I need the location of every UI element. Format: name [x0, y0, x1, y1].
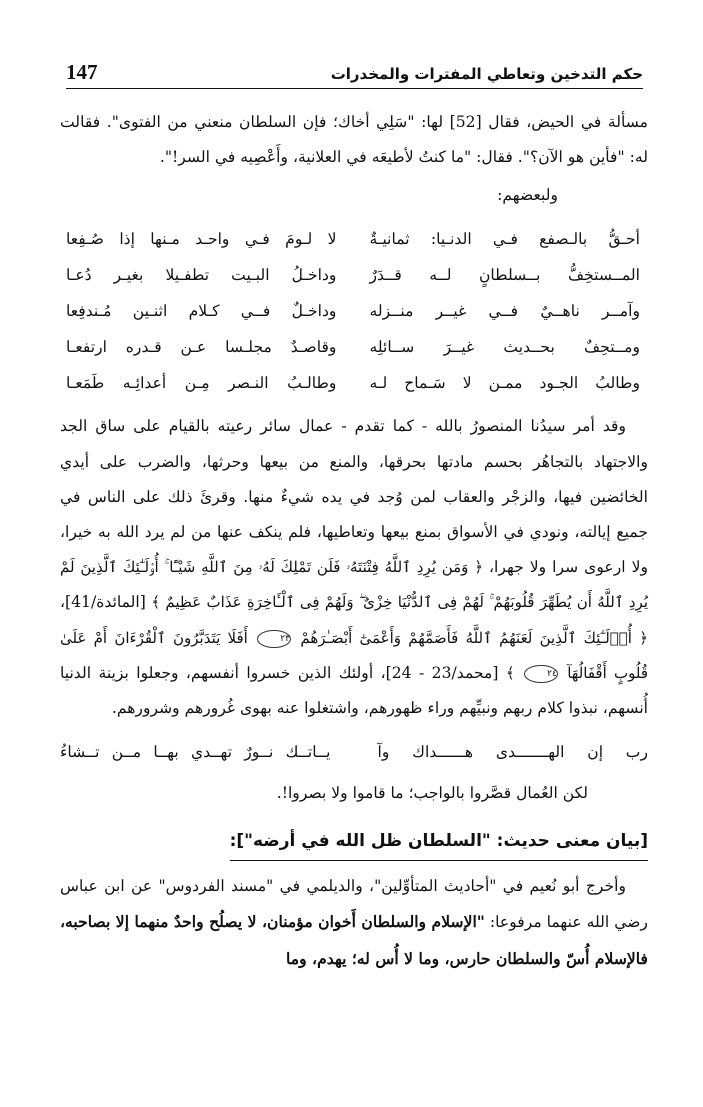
poem	[60, 221, 648, 401]
after-verse-line: لكن العُمال قصَّروا بالواجب؛ ما قاموا ولا بصروا!.	[276, 784, 588, 803]
poem-intro: ولبعضهم:	[497, 186, 558, 205]
poem-hemistich-first: وطالبُ الجـود ممـن لا سَـماح لـه	[369, 373, 640, 392]
ayah-number-marker: ٢٣	[257, 630, 291, 648]
quran-reference-1: [المائدة/41]،	[60, 593, 146, 612]
paragraph-2-text: وقد أمر سيدُنا المنصورُ بالله - كما تقدم - عمال سائر رعيته بالقيام على ساق الجد والاجتهاد بالتجاهُر بحسم مادتها بحرقها، والمنع من بيعها وحرثها، والضرب على أيدي الخائضين فيها، والزجْر والعقاب لمن وُجد في يده شيءٌ منها. وقرئَ ذلك على الناس في جميع إيالته، ونودي في الأسواق بمنع بيعها وتعاطيها، فلم ينكف عنها من لم يرد الله به خيرا، ولا ارعوى سرا ولا جهرا،	[60, 417, 649, 577]
poem-hemistich-second: وقاصـدٌ مجلـسا عـن قـدره ارتفعـا	[66, 337, 337, 356]
section-heading: [بيان معنى حديث: "السلطان ظل الله في أرضه"]:	[230, 824, 648, 861]
quran-quote-2a: ﴿ أُو۟لَـٰٓئِكَ ٱلَّذِينَ لَعَنَهُمُ ٱللَّهُ فَأَصَمَّهُمْ وَأَعْمَىٰٓ أَبْصَـٰرَهُمْ	[300, 628, 648, 647]
running-title: حكم التدخين وتعاطي المفترات والمخدرات	[330, 65, 643, 83]
poem-hemistich-second: وطالـبُ النـصر مِـن أعدائِـه طَمَعـا	[66, 373, 337, 392]
section-heading-wrap	[60, 814, 648, 869]
page-header	[66, 58, 643, 89]
paragraph-3-text: [محمد/23 - 24]، أولئك الذين خسروا أنفسهم، وجعلوا بزينة الدنيا أُنسهم، نبذوا كلام ربهم ونبيِّهم وراء ظهورهم، واشتغلوا عنه بهوى غُرورهم وشرورهم.	[60, 663, 648, 718]
ayah-number-marker: ٢٤	[524, 665, 558, 683]
paragraph-4-text: وأخرج أبو نُعيم في "أحاديث المتأوِّلين"، والديلمي في "مسند الفردوس" عن ابن عباس رضي الله عنهما مرفوعا:	[60, 877, 648, 932]
poem-verse	[60, 329, 648, 365]
poem-verse	[60, 221, 648, 257]
verse-hemistich-first: رب إن الهـــــــدى هــــــداك وآ	[377, 742, 648, 761]
verse-hemistich-second: يــاتــك نــورٌ تهــدي بهــا مــن تــشاءُ	[60, 742, 331, 761]
poem-hemistich-second: وداخـلُ البـيت تطفـيلا بغيـر دُعـا	[66, 265, 337, 284]
paragraph-4	[60, 869, 648, 977]
poem-hemistich-first: وآمــر ناهــيٌ فــي غيــر منــزله	[369, 301, 640, 320]
page-number: 147	[66, 60, 98, 84]
page-body	[60, 105, 648, 977]
paragraph-1: مسألة في الحيض، فقال [52] لها: "سَلِي أخاك؛ فإن السلطان منعني من الفتوى". فقالت له: "فأين هو الآن؟". فقال: "ما كنتُ لأطيعَه في العلانية، وأَعْصِيه في السر!".	[60, 113, 648, 167]
poem-hemistich-second: لا لـومَ فـي واحـد مـنها إذا صُـفِعا	[66, 229, 337, 248]
poem-hemistich-first: المــستخِفُّ بــسلطانٍ لــه قــدَرٌ	[369, 265, 640, 284]
hadith-quote: "الإسلام والسلطان أَخوان مؤمنان، لا يصلُح واحدٌ منهما إلا بصاحبه، فالإسلام أُسّ والسلطان حارس، وما لا أُس له؛ يهدم، وما	[60, 912, 648, 968]
poem-verse	[60, 257, 648, 293]
quran-quote-1: ﴿ وَمَن يُرِدِ ٱللَّهُ فِتْنَتَهُۥ فَلَن تَمْلِكَ لَهُۥ مِنَ ٱللَّهِ شَيْـًٔا ۚ أُو۟لَـٰٓئِكَ ٱلَّذِينَ لَمْ يُرِدِ ٱللَّهُ أَن يُطَهِّرَ قُلُوبَهُمْ ۚ لَهُمْ فِى ٱلدُّنْيَا خِزْىٌ ۖ وَلَهُمْ فِى ٱلْـَٔاخِرَةِ عَذَابٌ عَظِيمٌ ﴾	[60, 558, 648, 612]
poem-verse	[60, 293, 648, 329]
paragraph-2	[60, 409, 648, 726]
quran-quote-2c: ﴾	[505, 663, 515, 682]
poem-hemistich-first: أحـقُّ بالـصفع فـي الدنـيا: ثمانيـةٌ	[369, 229, 640, 248]
poem-hemistich-second: وداخـلٌ فــي كـلام اثنـين مُـندفِعا	[66, 301, 337, 320]
quran-quote-2b: أَفَلَا يَتَدَبَّرُونَ ٱلْقُرْءَانَ أَمْ عَلَىٰ قُلُوبٍ أَقْفَالُهَآ	[60, 628, 648, 682]
poem-verse	[60, 365, 648, 401]
poem-hemistich-first: ومــتحِفٌ بحــديث غيــرَ ســائلِه	[369, 337, 640, 356]
single-verse	[60, 732, 648, 772]
